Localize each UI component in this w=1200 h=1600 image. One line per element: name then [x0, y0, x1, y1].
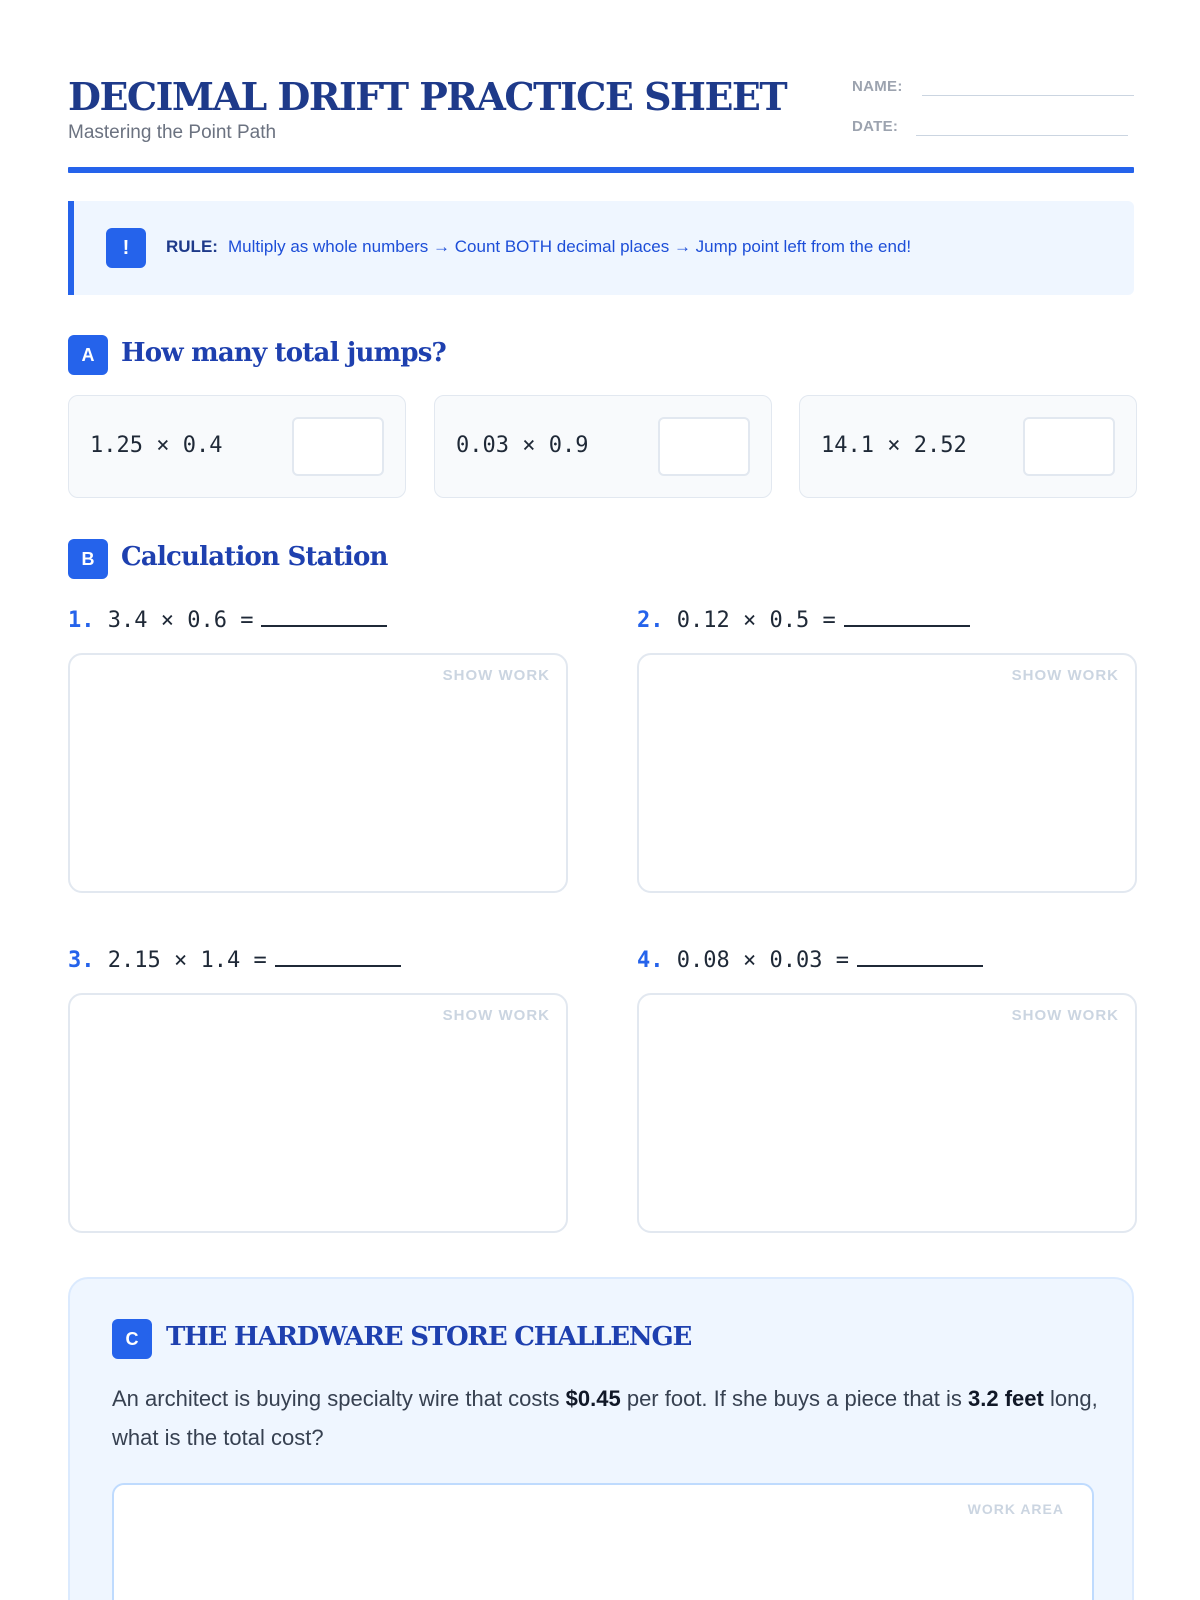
show-work-label: SHOW WORK — [442, 1007, 550, 1024]
name-line[interactable] — [922, 95, 1134, 96]
problem-expression: 3.4 × 0.6 = — [107, 608, 254, 633]
show-work-label: SHOW WORK — [1011, 667, 1119, 684]
jump-card — [799, 395, 1137, 498]
question-text: long, what is the total cost? — [112, 1386, 1098, 1450]
page-subtitle: Mastering the Point Path — [68, 122, 277, 143]
work-box[interactable] — [637, 653, 1137, 893]
jump-answer-box[interactable] — [292, 417, 384, 476]
show-work-label: SHOW WORK — [442, 667, 550, 684]
rule-label: RULE: — [166, 237, 218, 256]
section-a-badge: A — [68, 335, 108, 375]
problem-1 — [68, 607, 387, 637]
worksheet-header — [68, 72, 1134, 176]
work-box[interactable] — [637, 993, 1137, 1233]
alert-icon: ! — [106, 228, 146, 268]
problem-number: 1. — [68, 608, 95, 633]
show-work-label: SHOW WORK — [1011, 1007, 1119, 1024]
problem-number: 3. — [68, 948, 95, 973]
jump-expression: 1.25 × 0.4 — [90, 433, 223, 458]
jump-answer-box[interactable] — [1023, 417, 1115, 476]
section-b-header — [68, 539, 1134, 579]
section-a-header — [68, 335, 1134, 375]
challenge-panel — [68, 1277, 1134, 1600]
answer-blank[interactable] — [857, 947, 983, 967]
jump-expression: 0.03 × 0.9 — [456, 433, 589, 458]
problem-expression: 2.15 × 1.4 = — [107, 948, 267, 973]
jump-card — [434, 395, 772, 498]
rule-callout — [68, 201, 1134, 295]
jump-answer-box[interactable] — [658, 417, 750, 476]
section-b-badge: B — [68, 539, 108, 579]
answer-blank[interactable] — [261, 607, 387, 627]
answer-blank[interactable] — [844, 607, 970, 627]
date-line[interactable] — [916, 135, 1128, 136]
name-label: NAME: — [852, 78, 903, 95]
date-label: DATE: — [852, 118, 899, 135]
section-c-badge: C — [112, 1319, 152, 1359]
length-value: 3.2 feet — [968, 1386, 1044, 1411]
rule-text: Multiply as whole numbers → Count BOTH decimal places → Jump point left from the end! — [228, 237, 912, 256]
question-text: per foot. If she buys a piece that is — [620, 1386, 969, 1411]
work-box[interactable] — [68, 993, 568, 1233]
problem-expression: 0.08 × 0.03 = — [676, 948, 849, 973]
problem-4 — [637, 947, 983, 977]
answer-blank[interactable] — [275, 947, 401, 967]
problem-expression: 0.12 × 0.5 = — [676, 608, 836, 633]
jump-expression: 14.1 × 2.52 — [821, 433, 967, 458]
page-title: DECIMAL DRIFT PRACTICE SHEET — [68, 74, 787, 119]
work-area-label: WORK AREA — [967, 1501, 1064, 1517]
header-divider — [68, 167, 1134, 173]
section-a-title: How many total jumps? — [121, 338, 446, 368]
section-b-title: Calculation Station — [121, 542, 388, 572]
jump-card — [68, 395, 406, 498]
name-field[interactable] — [852, 76, 1134, 100]
question-text: An architect is buying specialty wire that costs — [112, 1386, 566, 1411]
problem-number: 4. — [637, 948, 664, 973]
challenge-question — [112, 1379, 1102, 1457]
problem-3 — [68, 947, 401, 977]
work-box[interactable] — [68, 653, 568, 893]
price-value: $0.45 — [565, 1386, 621, 1411]
challenge-work-area[interactable] — [112, 1483, 1094, 1600]
date-field[interactable] — [852, 116, 1134, 140]
section-c-title: THE HARDWARE STORE CHALLENGE — [166, 1322, 692, 1352]
problem-number: 2. — [637, 608, 664, 633]
problem-2 — [637, 607, 970, 637]
